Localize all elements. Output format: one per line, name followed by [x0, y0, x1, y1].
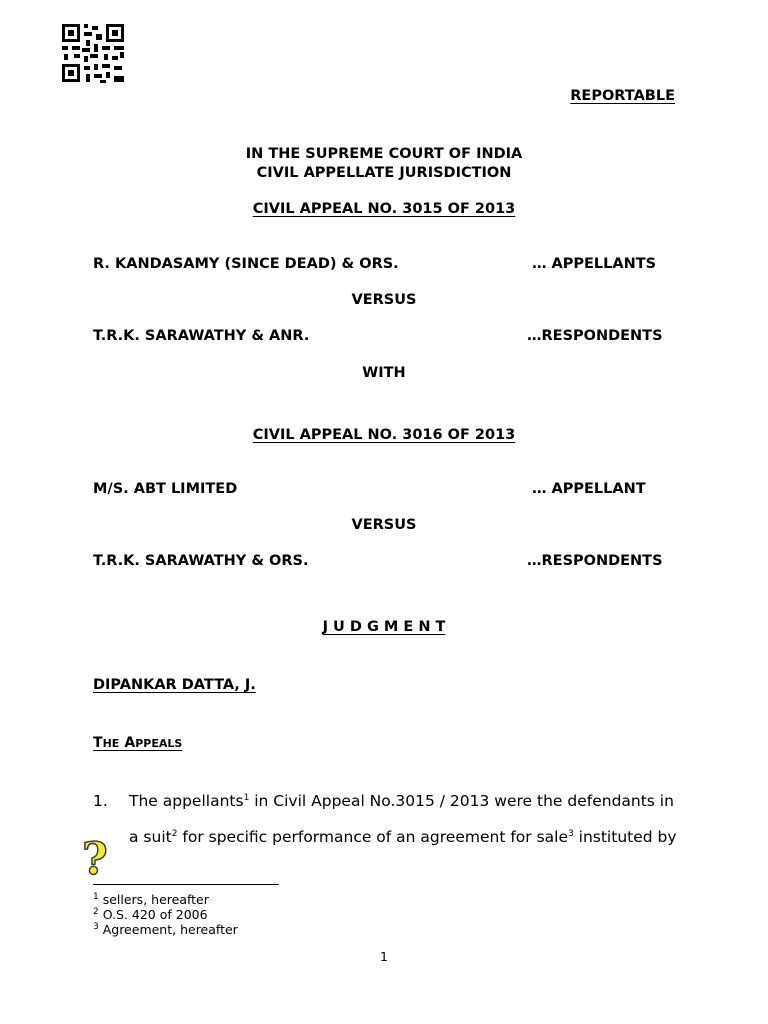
case2-title: CIVIL APPEAL NO. 3016 OF 2013 — [252, 427, 516, 443]
footnote-divider — [93, 884, 279, 885]
case1-appellant: R. KANDASAMY (SINCE DEAD) & ORS. — [93, 256, 399, 272]
section-heading: THE APPEALS — [93, 735, 183, 751]
case2-versus: VERSUS — [351, 517, 417, 533]
case1-versus: VERSUS — [351, 292, 417, 308]
footnote-2: $^2$ O.S. 420 of 2006 — [93, 906, 208, 922]
court-name: IN THE SUPREME COURT OF INDIA — [245, 146, 523, 162]
judge-name: DIPANKAR DATTA, J. — [93, 677, 256, 693]
footnote-3: $^3$ Agreement, hereafter — [93, 921, 238, 937]
case2-respondent: T.R.K. SARAWATHY & ORS. — [93, 553, 309, 569]
page-number: 1 — [380, 949, 388, 964]
para1-number: 1. — [93, 792, 108, 810]
para1-line2: a suit$^2$ for specific performance of an agreement for sale$^3$ instituted by — [129, 828, 677, 846]
case1-respondent: T.R.K. SARAWATHY & ANR. — [93, 328, 310, 344]
jurisdiction: CIVIL APPELLATE JURISDICTION — [256, 165, 512, 181]
reportable-label: REPORTABLE — [570, 88, 675, 104]
case1-appellant-role: … APPELLANTS — [532, 256, 657, 272]
case1-title: CIVIL APPEAL NO. 3015 OF 2013 — [252, 201, 516, 217]
case1-respondent-role: …RESPONDENTS — [527, 328, 663, 344]
case2-appellant-role: … APPELLANT — [532, 481, 646, 497]
judgment-heading: J U D G M E N T — [322, 619, 446, 635]
case2-respondent-role: …RESPONDENTS — [527, 553, 663, 569]
question-mark-icon[interactable]: ? — [82, 834, 108, 885]
footnote-1: $^1$ sellers, hereafter — [93, 891, 209, 907]
with-label: WITH — [362, 365, 406, 381]
case2-appellant: M/S. ABT LIMITED — [93, 481, 238, 497]
qr-code-icon — [60, 22, 126, 84]
para1-line1: The appellants$^1$ in Civil Appeal No.3015 / 2013 were the defendants in — [129, 792, 674, 810]
